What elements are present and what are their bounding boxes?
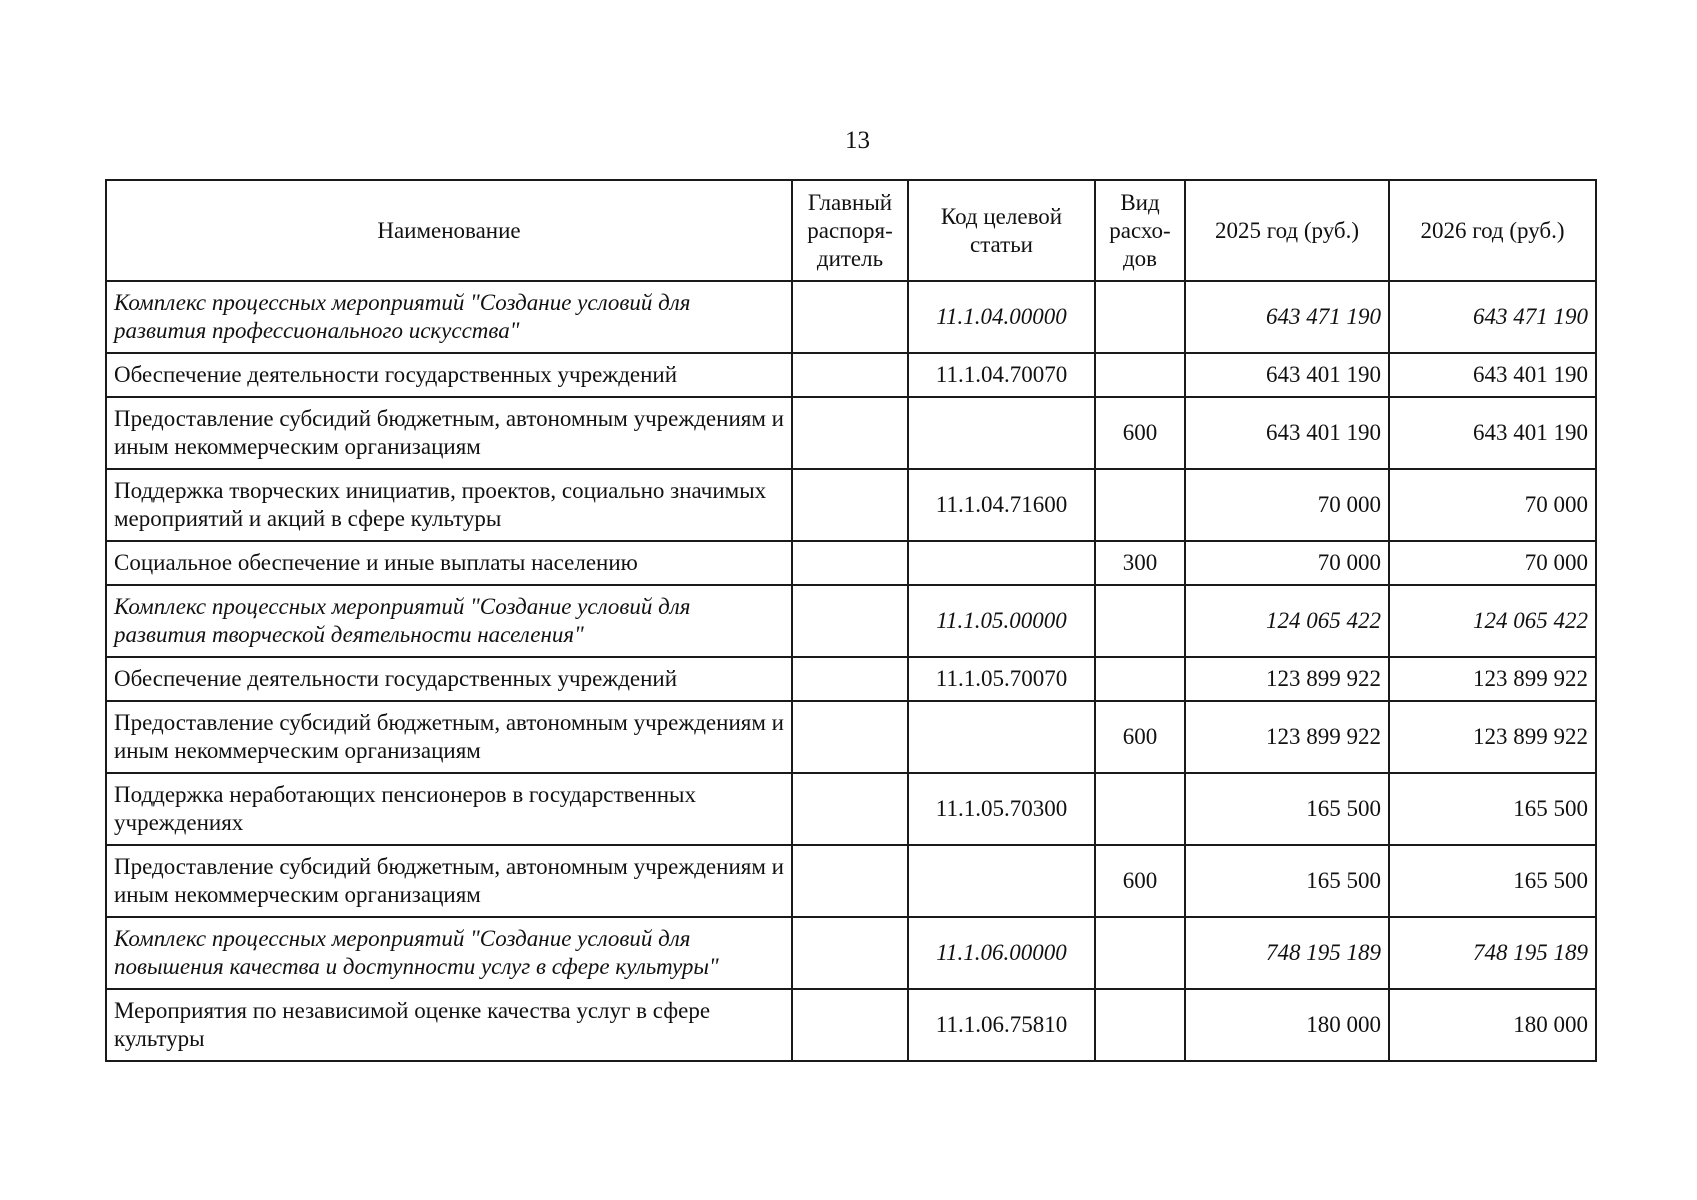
row-2026: 180 000 bbox=[1389, 989, 1596, 1061]
row-name: Предоставление субсидий бюджетным, автономным учреждениям и иным некоммерческим организациям bbox=[106, 701, 792, 773]
row-name: Комплекс процессных мероприятий "Создание условий для развития профессионального искусства" bbox=[106, 281, 792, 353]
row-2026: 123 899 922 bbox=[1389, 701, 1596, 773]
row-type bbox=[1095, 353, 1185, 397]
row-manager bbox=[792, 701, 908, 773]
row-code: 11.1.04.00000 bbox=[908, 281, 1095, 353]
table-row bbox=[106, 989, 1596, 1061]
table-row bbox=[106, 845, 1596, 917]
row-code bbox=[908, 845, 1095, 917]
row-manager bbox=[792, 397, 908, 469]
row-2025: 748 195 189 bbox=[1185, 917, 1389, 989]
table-row bbox=[106, 773, 1596, 845]
table-row bbox=[106, 397, 1596, 469]
header-2025: 2025 год (руб.) bbox=[1185, 180, 1389, 281]
row-2025: 643 401 190 bbox=[1185, 397, 1389, 469]
row-type: 600 bbox=[1095, 397, 1185, 469]
row-manager bbox=[792, 469, 908, 541]
page-number: 13 bbox=[845, 127, 870, 154]
table-row bbox=[106, 585, 1596, 657]
budget-table bbox=[105, 179, 1597, 1062]
row-2025: 643 401 190 bbox=[1185, 353, 1389, 397]
row-code bbox=[908, 541, 1095, 585]
row-2025: 165 500 bbox=[1185, 845, 1389, 917]
header-code: Код целевой статьи bbox=[908, 180, 1095, 281]
row-2026: 748 195 189 bbox=[1389, 917, 1596, 989]
table-row bbox=[106, 657, 1596, 701]
row-manager bbox=[792, 773, 908, 845]
row-type bbox=[1095, 657, 1185, 701]
row-2026: 643 401 190 bbox=[1389, 353, 1596, 397]
row-manager bbox=[792, 353, 908, 397]
row-manager bbox=[792, 541, 908, 585]
row-2025: 123 899 922 bbox=[1185, 657, 1389, 701]
row-2025: 70 000 bbox=[1185, 469, 1389, 541]
row-type bbox=[1095, 281, 1185, 353]
row-2025: 124 065 422 bbox=[1185, 585, 1389, 657]
row-type: 600 bbox=[1095, 701, 1185, 773]
row-2026: 70 000 bbox=[1389, 541, 1596, 585]
table-row bbox=[106, 701, 1596, 773]
row-manager bbox=[792, 917, 908, 989]
row-name: Предоставление субсидий бюджетным, автономным учреждениям и иным некоммерческим организациям bbox=[106, 397, 792, 469]
row-type bbox=[1095, 585, 1185, 657]
row-type: 600 bbox=[1095, 845, 1185, 917]
row-manager bbox=[792, 845, 908, 917]
row-code bbox=[908, 701, 1095, 773]
row-name: Комплекс процессных мероприятий "Создание условий для развития творческой деятельности населения" bbox=[106, 585, 792, 657]
row-code: 11.1.05.70300 bbox=[908, 773, 1095, 845]
row-name: Мероприятия по независимой оценке качества услуг в сфере культуры bbox=[106, 989, 792, 1061]
row-2026: 165 500 bbox=[1389, 845, 1596, 917]
row-2026: 123 899 922 bbox=[1389, 657, 1596, 701]
row-name: Предоставление субсидий бюджетным, автономным учреждениям и иным некоммерческим организациям bbox=[106, 845, 792, 917]
row-name: Социальное обеспечение и иные выплаты населению bbox=[106, 541, 792, 585]
table-header-row bbox=[106, 180, 1596, 281]
row-2025: 165 500 bbox=[1185, 773, 1389, 845]
row-name: Обеспечение деятельности государственных учреждений bbox=[106, 353, 792, 397]
row-2025: 643 471 190 bbox=[1185, 281, 1389, 353]
row-2026: 643 401 190 bbox=[1389, 397, 1596, 469]
row-name: Поддержка творческих инициатив, проектов, социально значимых мероприятий и акций в сфере культуры bbox=[106, 469, 792, 541]
row-2025: 180 000 bbox=[1185, 989, 1389, 1061]
row-code bbox=[908, 397, 1095, 469]
table-row bbox=[106, 281, 1596, 353]
row-name: Комплекс процессных мероприятий "Создание условий для повышения качества и доступности услуг в сфере культуры" bbox=[106, 917, 792, 989]
row-code: 11.1.04.70070 bbox=[908, 353, 1095, 397]
header-2026: 2026 год (руб.) bbox=[1389, 180, 1596, 281]
row-code: 11.1.05.70070 bbox=[908, 657, 1095, 701]
row-code: 11.1.06.00000 bbox=[908, 917, 1095, 989]
table-body bbox=[106, 281, 1596, 1061]
row-2025: 123 899 922 bbox=[1185, 701, 1389, 773]
row-type bbox=[1095, 989, 1185, 1061]
row-manager bbox=[792, 585, 908, 657]
header-name: Наименование bbox=[106, 180, 792, 281]
row-2026: 643 471 190 bbox=[1389, 281, 1596, 353]
header-type: Вид расхо-дов bbox=[1095, 180, 1185, 281]
row-name: Поддержка неработающих пенсионеров в государственных учреждениях bbox=[106, 773, 792, 845]
row-manager bbox=[792, 989, 908, 1061]
table-row bbox=[106, 353, 1596, 397]
row-manager bbox=[792, 657, 908, 701]
row-name: Обеспечение деятельности государственных учреждений bbox=[106, 657, 792, 701]
row-type bbox=[1095, 917, 1185, 989]
table-row bbox=[106, 541, 1596, 585]
row-2026: 70 000 bbox=[1389, 469, 1596, 541]
header-manager: Главный распоря-дитель bbox=[792, 180, 908, 281]
row-2025: 70 000 bbox=[1185, 541, 1389, 585]
row-2026: 165 500 bbox=[1389, 773, 1596, 845]
row-2026: 124 065 422 bbox=[1389, 585, 1596, 657]
table-row bbox=[106, 917, 1596, 989]
row-type bbox=[1095, 773, 1185, 845]
table-row bbox=[106, 469, 1596, 541]
row-manager bbox=[792, 281, 908, 353]
row-type: 300 bbox=[1095, 541, 1185, 585]
row-code: 11.1.05.00000 bbox=[908, 585, 1095, 657]
row-code: 11.1.04.71600 bbox=[908, 469, 1095, 541]
row-code: 11.1.06.75810 bbox=[908, 989, 1095, 1061]
row-type bbox=[1095, 469, 1185, 541]
